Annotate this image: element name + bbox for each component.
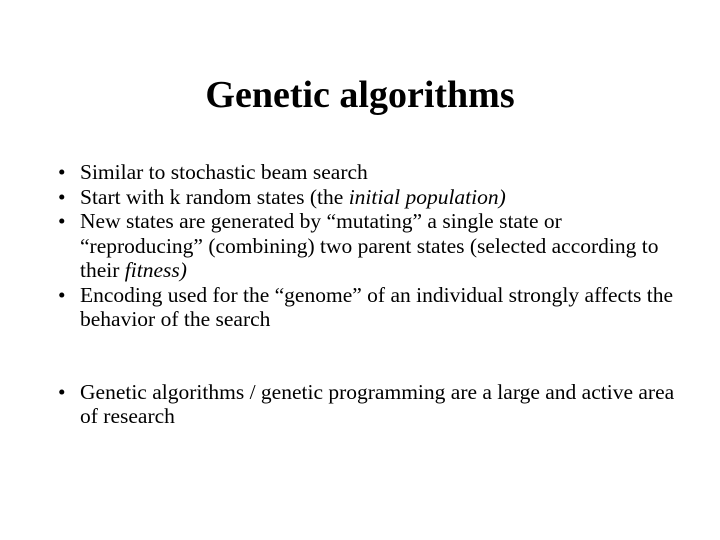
- emphasis-text: initial population): [348, 184, 506, 209]
- bullet-dot: •: [58, 282, 66, 307]
- bullet-item: [58, 185, 678, 210]
- bullet-item: [58, 283, 678, 332]
- bullet-text: Genetic algorithms / genetic programming are a large and active area of research: [80, 379, 675, 428]
- bullet-item: [58, 380, 678, 429]
- bullet-item: [58, 209, 678, 283]
- bullet-dot: •: [58, 209, 66, 233]
- bullet-text: Start with k random states (the initial population): [80, 184, 506, 209]
- bullet-text: New states are generated by “mutating” a single state or “reproducing” (combining) two parent states (selected according to their fitness): [80, 209, 659, 282]
- bullet-item: [58, 160, 678, 185]
- bullet-dot: •: [58, 160, 66, 184]
- bullet-text: Encoding used for the “genome” of an individual strongly affects the behavior of the search: [80, 282, 674, 331]
- bullet-list: [58, 160, 678, 429]
- bullet-text: Similar to stochastic beam search: [80, 160, 368, 184]
- emphasis-text: fitness): [124, 258, 187, 282]
- bullet-dot: •: [58, 379, 66, 404]
- bullet-dot: •: [58, 184, 66, 209]
- slide-title: Genetic algorithms: [205, 74, 515, 116]
